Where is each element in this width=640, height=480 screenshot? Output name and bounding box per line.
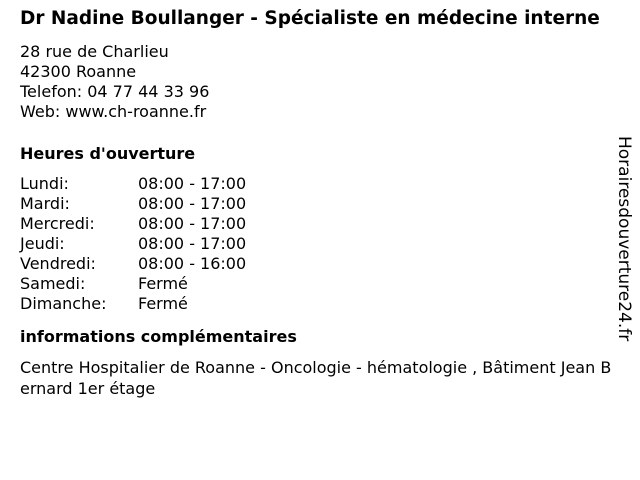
page-title: Dr Nadine Boullanger - Spécialiste en médecine interne bbox=[20, 8, 600, 29]
city-postal-code: 42300 Roanne bbox=[20, 62, 137, 81]
day-hours: Fermé bbox=[138, 274, 188, 293]
address-block bbox=[20, 42, 614, 122]
day-label: Vendredi: bbox=[20, 254, 96, 273]
day-hours: Fermé bbox=[138, 294, 188, 313]
day-hours: 08:00 - 17:00 bbox=[138, 194, 247, 213]
website: Web: www.ch-roanne.fr bbox=[20, 102, 207, 121]
opening-hours-heading: Heures d'ouverture bbox=[20, 144, 196, 163]
hours-row-friday bbox=[20, 254, 614, 274]
phone-number: Telefon: 04 77 44 33 96 bbox=[20, 82, 210, 101]
additional-info-heading: informations complémentaires bbox=[20, 327, 297, 346]
site-watermark: Horairesdouverture24.fr bbox=[614, 136, 634, 342]
street-address: 28 rue de Charlieu bbox=[20, 42, 169, 61]
hours-row-thursday bbox=[20, 234, 614, 254]
hours-row-sunday bbox=[20, 294, 614, 314]
day-hours: 08:00 - 17:00 bbox=[138, 234, 247, 253]
day-label: Mercredi: bbox=[20, 214, 95, 233]
day-hours: 08:00 - 17:00 bbox=[138, 174, 247, 193]
day-label: Samedi: bbox=[20, 274, 86, 293]
additional-info-text: Centre Hospitalier de Roanne - Oncologie - hématologie , Bâtiment Jean Bernard 1er étage bbox=[20, 358, 612, 398]
hours-row-saturday bbox=[20, 274, 614, 294]
day-label: Mardi: bbox=[20, 194, 70, 213]
hours-row-monday bbox=[20, 174, 614, 194]
opening-hours-list bbox=[20, 174, 614, 314]
hours-row-tuesday bbox=[20, 194, 614, 214]
hours-row-wednesday bbox=[20, 214, 614, 234]
practitioner-card bbox=[20, 8, 614, 399]
day-hours: 08:00 - 16:00 bbox=[138, 254, 247, 273]
day-hours: 08:00 - 17:00 bbox=[138, 214, 247, 233]
day-label: Lundi: bbox=[20, 174, 69, 193]
day-label: Dimanche: bbox=[20, 294, 107, 313]
day-label: Jeudi: bbox=[20, 234, 65, 253]
